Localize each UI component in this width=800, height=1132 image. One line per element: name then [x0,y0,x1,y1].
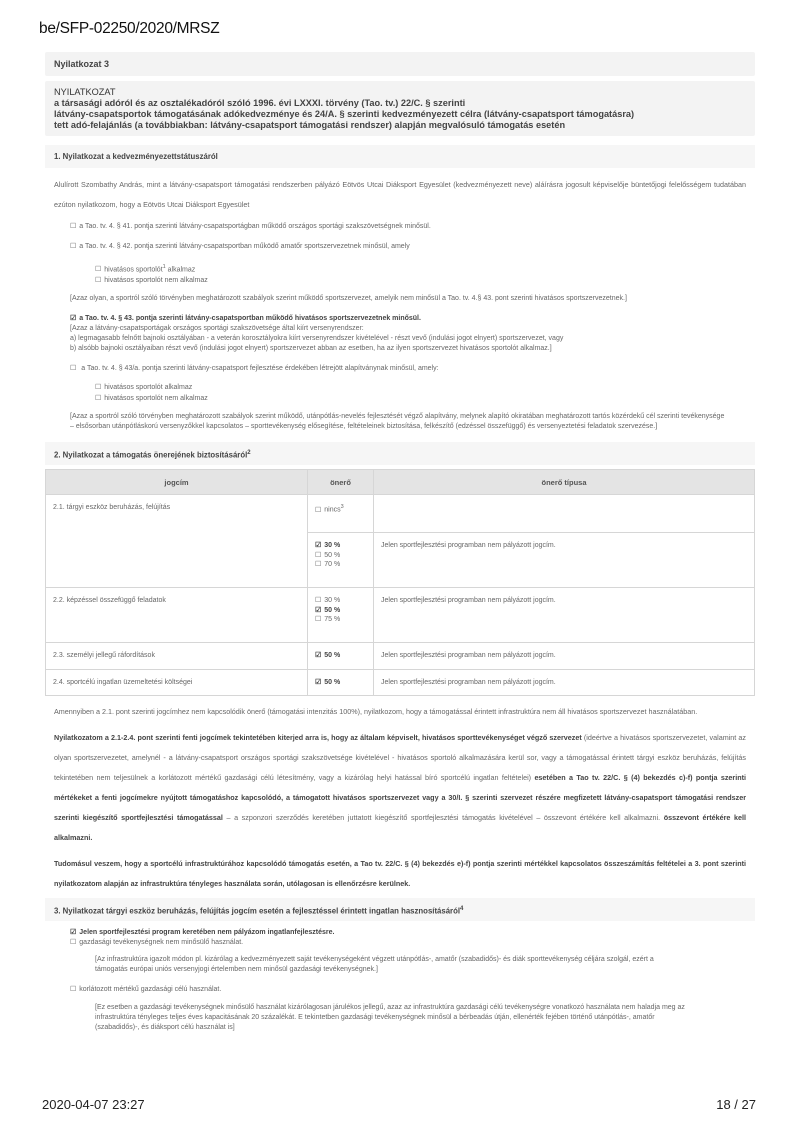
bold-text: összevont értékére kell alkalmazni. [54,813,746,843]
option-42-note: [Azaz olyan, a sportról szóló törvényben meghatározott szabályok szerint működő sportszervezet, amelyik nem minősül a Tao. tv. 4.§ 43. pont szerinti hivatásos sportszervezetnek.] [70,295,627,303]
cell-jogcim: 2.3. személyi jellegű ráfordítások [46,643,308,670]
cell-onero [308,669,374,696]
cell-onero [308,643,374,670]
option-tao-41[interactable] [45,221,755,232]
checkbox-unchecked-icon[interactable]: ☐ [70,365,77,373]
onero-option-50[interactable] [315,551,366,561]
checkbox-unchecked-icon[interactable]: ☐ [70,939,77,947]
document-content [45,52,755,1033]
bold-text: Nyilatkozatom a 2.1-2.4. pont szerinti fenti jogcímek tekintetében kiterjed arra is, hogy az általam képviselt, hivatásos sporttevékenységet végző szervezet [54,733,582,743]
option-label: hivatásos sportolót [104,266,163,274]
column-header-onero: önerő [308,470,374,495]
option-42-employs-pro[interactable] [45,262,755,275]
section-2-paragraph-2 [45,728,755,848]
checkbox-unchecked-icon[interactable]: ☐ [70,243,77,250]
option-label: 70 % [324,561,341,569]
option-no-real-estate[interactable] [45,928,755,938]
onero-option-70[interactable] [315,560,366,570]
heading-line-4: tett adó-felajánlás (a továbbiakban: látvány-csapatsport támogatási rendszer) alapján megvalósuló támogatás esetén [54,120,566,130]
option-label: a Tao. tv. 4. § 43/a. pontja szerinti látvány-csapatsport fejlesztése érdekében létrejött alapítványnak minősül, amely: [81,365,439,373]
checkbox-checked-icon[interactable]: ☑ [315,678,322,686]
checkbox-checked-icon[interactable]: ☑ [315,542,322,550]
section-1-heading: 1. Nyilatkozat a kedvezményezettstátuszáról [45,145,755,168]
heading-line-1: NYILATKOZAT [54,87,116,97]
onero-option-30[interactable] [315,596,366,606]
own-contribution-table [45,469,755,696]
checkbox-unchecked-icon[interactable]: ☐ [315,597,322,605]
option-non-economic-note: [Az infrastruktúra igazolt módon pl. kizárólag a kedvezményezett saját tevékenységeként végzett utánpótlás-, amatőr (szabadidős)- és diák sporttevékenység céljára szolgál, ezért a támogatás európai uniós versenyjogi értelemben nem minősül gazdasági tevékenységnek.] [95,956,654,974]
table-header-row [46,470,755,495]
option-label: 30 % [324,597,341,605]
note-line: [Azaz a látvány-csapatsportágak országos sportági szakszövetsége által kiírt versenyrendszer: [70,325,364,333]
cell-jogcim: 2.2. képzéssel összefüggő feladatok [46,588,308,643]
cell-type: Jelen sportfejlesztési programban nem pályázott jogcím. [374,669,755,696]
option-43-note [45,324,755,354]
option-43a-note: [Azaz a sportról szóló törvényben meghatározott szabályok szerint működő, utánpótlás-nevelés fejlesztését végző alapítvány, melynek alapító okiratában meghatározott tartós közérdekű cél szerinti tevékenysége – elsősorban utánpótláskorú versenyzőkkel kapcsolatos – sporttevékenység elősegítése, feltételeinek biztosítása, felkészítő (edzéssel összefüggő) és versenyeztetési feladatok szervezése.] [70,413,725,431]
section-title: 2. Nyilatkozat a támogatás önerejének biztosításáról [54,450,248,460]
checkbox-unchecked-icon[interactable]: ☐ [315,506,322,514]
onero-option-30[interactable] [315,541,366,551]
declaration-title: Nyilatkozat 3 [45,52,755,76]
section-3-heading [45,898,755,921]
option-label: nincs [324,506,341,514]
section-title: 3. Nyilatkozat tárgyi eszköz beruházás, felújítás jogcím esetén a fejlesztéssel érintett ingatlan hasznosításáról [54,906,461,916]
section-1-intro: Alulírott Szombathy András, mint a látvány-csapatsport támogatási rendszerben pályázó Eötvös Utcai Diáksport Egyesület (kedvezményezett neve) aláírásra jogosult képviselője büntetőjogi felelősségem tudatában ezúton nyilatkozom, hogy a Eötvös Utcai Diáksport Egyesület [54,180,746,209]
option-tao-43[interactable] [45,314,755,324]
column-header-onero-tipusa: önerő típusa [374,470,755,495]
heading-line-2: a társasági adóról és az osztalékadóról szóló 1996. évi LXXXI. törvény (Tao. tv.) 22/C. § szerinti [54,98,466,108]
checkbox-checked-icon[interactable]: ☑ [315,606,322,614]
checkbox-checked-icon[interactable]: ☑ [315,652,322,660]
checkbox-unchecked-icon[interactable]: ☐ [70,986,77,994]
option-label: 50 % [324,652,341,660]
checkbox-checked-icon[interactable]: ☑ [70,315,77,323]
option-42-no-pro[interactable] [45,275,755,286]
option-non-economic-use[interactable] [45,938,755,948]
option-label: a Tao. tv. 4. § 42. pontja szerinti látvány-csapatsportban működő amatőr sportszervezetnek minősül, amely [79,243,410,250]
footnote-ref: 2 [247,450,251,457]
footnote-ref: 1 [162,264,166,270]
note-line: a) legmagasabb felnőtt bajnoki osztályában - a veterán korosztályokra kiírt versenyrendszer kivételével - részt vevő (indulási jogot elnyert) sportszervezet, vagy [70,335,564,343]
cell-onero [308,495,374,533]
section-2-paragraph-3: Tudomásul veszem, hogy a sportcélú infrastruktúrához kapcsolódó támogatás esetén, a Tao tv. 22/C. § (4) bekezdés e)-f) pontja szerinti mértékkel kapcsolatos összeszámítás feltételei a 3. pont szerinti nyilatkozatom alapján az infrastruktúra tényleges használata során, utólagosan is ellenőrzésre kerülnek. [54,859,746,889]
column-header-jogcim: jogcím [46,470,308,495]
footer-timestamp: 2020-04-07 23:27 [42,1097,145,1112]
option-label: a Tao. tv. 4. § 41. pontja szerinti látvány-csapatsportágban működő országos sportági szakszövetségnek minősül. [79,223,431,230]
document-id: be/SFP-02250/2020/MRSZ [39,20,220,37]
option-label: 50 % [324,606,341,614]
onero-option-50[interactable] [315,678,366,688]
onero-option-50[interactable] [315,606,366,616]
note-line: b) alsóbb bajnoki osztályaiban részt vevő (indulási jogot elnyert) sportszervezet abban az esetben, ha az ilyen sportszervezet hivatásos sportolót alkalmaz.] [70,345,552,353]
option-label: Jelen sportfejlesztési program keretében nem pályázom ingatlanfejlesztésre. [79,929,335,937]
option-label: 50 % [324,678,341,686]
option-43a-employs-pro[interactable] [45,382,755,393]
onero-option-nincs[interactable] [315,503,366,515]
option-label: hivatásos sportolót nem alkalmaz [104,277,208,285]
option-label: alkalmaz [165,266,196,274]
onero-option-75[interactable] [315,615,366,625]
table-row [46,495,755,533]
section-2-paragraph-1: Amennyiben a 2.1. pont szerinti jogcímhez nem kapcsolódik önerő (támogatási intenzitás 100%), nyilatkozom, hogy a támogatással érintett infrastruktúra nem áll hivatásos sportszervezet használatában. [54,707,698,717]
table-row [46,669,755,696]
footer-page-number: 18 / 27 [716,1097,756,1112]
footnote-ref: 3 [340,504,344,511]
option-limited-economic-use[interactable] [45,984,755,995]
declaration-heading [45,81,755,136]
option-tao-43a[interactable] [45,363,755,374]
checkbox-unchecked-icon[interactable]: ☐ [95,277,102,285]
option-limited-economic-note: [Ez esetben a gazdasági tevékenységnek minősülő használat kizárólagosan járulékos jellegű, azaz az infrastruktúra gazdasági célú tevékenységre vonatkozó használata nem haladja meg az infrastruktúra tényleges teljes éves kapacitásának 20 százalékát. E tekintetben gazdasági tevékenységnek minősül a bérbeadás útján, ellenérték fejében történő utánpótlás-, amatőr (szabadidős)-, és diáksport célú használat is] [95,1004,685,1032]
checkbox-unchecked-icon[interactable]: ☐ [70,223,77,230]
cell-jogcim: 2.1. tárgyi eszköz beruházás, felújítás [46,495,308,588]
option-label: gazdasági tevékenységnek nem minősülő használat. [79,939,244,947]
footnote-ref: 4 [460,906,464,913]
option-label: 75 % [324,616,341,624]
table-row [46,588,755,643]
cell-onero [308,588,374,643]
onero-option-50[interactable] [315,651,366,661]
cell-onero [308,533,374,588]
checkbox-unchecked-icon[interactable]: ☐ [95,384,102,392]
option-label: 30 % [324,542,341,550]
bold-text: esetében a Tao tv. 22/C. § (4) bekezdés c)-f) pontja szerinti mértékeket a fenti jogcímekre nyújtott támogatáshoz kapcsolódó, a támogatott hivatásos sportszervezet vagy a 30/I. § szerinti szervezet részére megfizetett látvány-csapatsport támogatási rendszer szerinti kiegészítő sportfejlesztési támogatással [54,773,747,823]
cell-type: Jelen sportfejlesztési programban nem pályázott jogcím. [374,588,755,643]
option-label: a Tao. tv. 4. § 43. pontja szerinti látvány-csapatsportban működő hivatásos sportszervezetnek minősül. [79,315,421,323]
checkbox-unchecked-icon[interactable]: ☐ [95,395,102,403]
option-43a-no-pro[interactable] [45,393,755,404]
section-2-heading [45,442,755,465]
text: (ideértve a hivatásos sportszervezetet, valamint az olyan sportszervezetet, amelynél - a látvány-csapatsport országos sportági szakszövetsége kivételével - hivatásos sportoló alkalmazására kerül sor, vagy a támogatással érintett tárgyi eszköz beruházás, felújítás tekintetében nem teljesülnek a korlátozott mértékű gazdasági célú létesítmény, vagy a kizárólag helyi hatással bíró sportcélú ingatlan feltételei) [54,733,747,783]
option-tao-42[interactable] [45,241,755,252]
checkbox-unchecked-icon[interactable]: ☐ [95,266,102,274]
cell-type: Jelen sportfejlesztési programban nem pályázott jogcím. [374,643,755,670]
option-label: hivatásos sportolót nem alkalmaz [104,395,208,403]
table-row [46,643,755,670]
option-label: hivatásos sportolót alkalmaz [104,384,193,392]
checkbox-unchecked-icon[interactable]: ☐ [315,616,322,624]
option-label: korlátozott mértékű gazdasági célú használat. [79,986,222,994]
heading-line-3: látvány-csapatsportok támogatásának adókedvezménye és 24/A. § szerinti kedvezményezett célra (látvány-csapatsport támogatásra) [54,109,635,119]
text: – a szponzori szerződés keretében juttatott kiegészítő sportfejlesztési támogatás kivételével – összevont értékére kell alkalmazni. [222,813,664,823]
cell-type: Jelen sportfejlesztési programban nem pályázott jogcím. [374,533,755,588]
option-label: 50 % [324,551,341,559]
cell-jogcim: 2.4. sportcélú ingatlan üzemeltetési költségei [46,669,308,696]
cell-type [374,495,755,533]
checkbox-unchecked-icon[interactable]: ☐ [315,561,322,569]
checkbox-checked-icon[interactable]: ☑ [70,929,77,937]
checkbox-unchecked-icon[interactable]: ☐ [315,551,322,559]
